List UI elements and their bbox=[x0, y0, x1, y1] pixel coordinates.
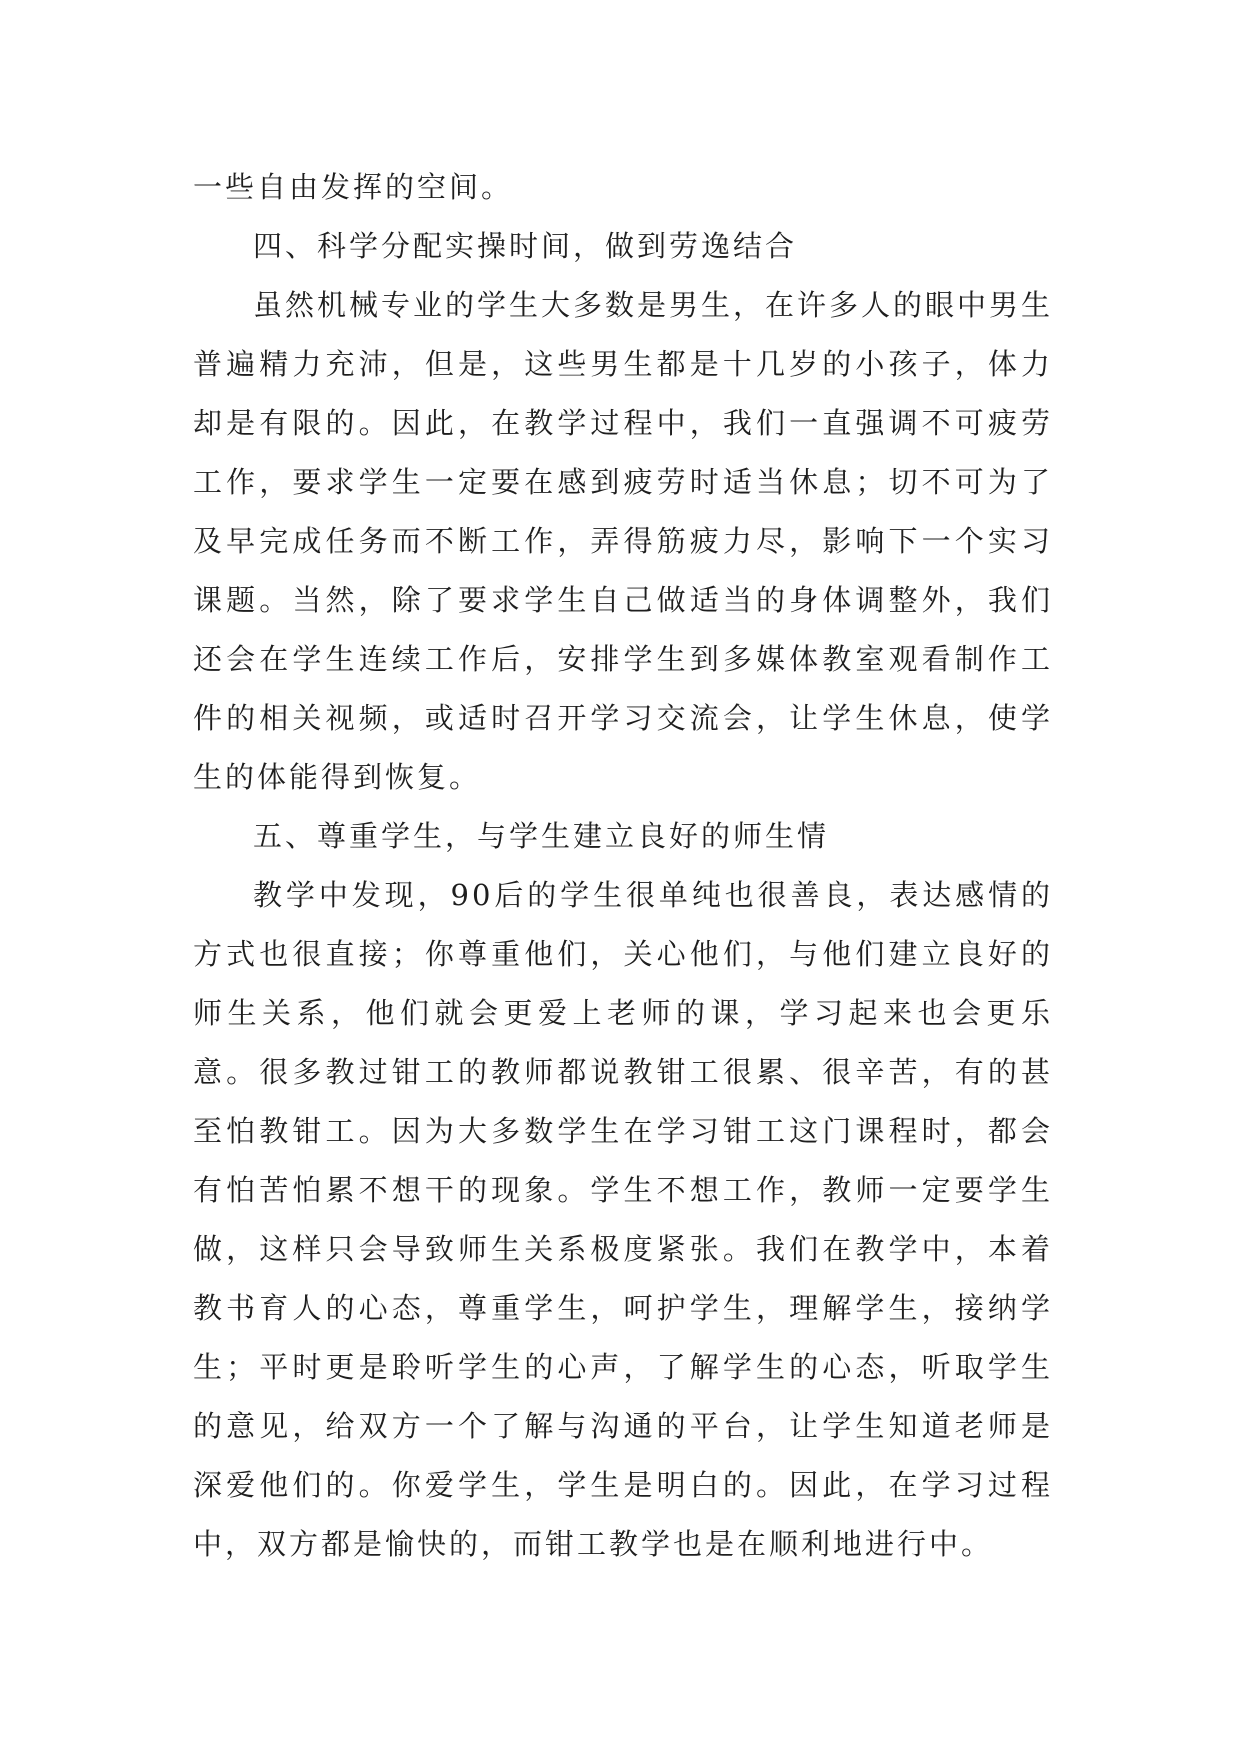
document-page bbox=[193, 158, 1053, 1574]
section-5-heading: 五、尊重学生，与学生建立良好的师生情 bbox=[253, 819, 830, 853]
section-4-heading: 四、科学分配实操时间，做到劳逸结合 bbox=[253, 229, 798, 263]
continuation-paragraph: 一些自由发挥的空间。 bbox=[193, 170, 514, 204]
section-4-body: 虽然机械专业的学生大多数是男生，在许多人的眼中男生普遍精力充沛，但是，这些男生都是十几岁的小孩子，体力却是有限的。因此，在教学过程中，我们一直强调不可疲劳工作，要求学生一定要在感到疲劳时适当休息；切不可为了及早完成任务而不断工作，弄得筋疲力尽，影响下一个实习课题。当然，除了要求学生自己做适当的身体调整外，我们还会在学生连续工作后，安排学生到多媒体教室观看制作工件的相关视频，或适时召开学习交流会，让学生休息，使学生的体能得到恢复。 bbox=[193, 288, 1054, 794]
section-5-body: 教学中发现，90后的学生很单纯也很善良，表达感情的方式也很直接；你尊重他们，关心他们，与他们建立良好的师生关系，他们就会更爱上老师的课，学习起来也会更乐意。很多教过钳工的教师都说教钳工很累、很辛苦，有的甚至怕教钳工。因为大多数学生在学习钳工这门课程时，都会有怕苦怕累不想干的现象。学生不想工作，教师一定要学生做，这样只会导致师生关系极度紧张。我们在教学中，本着教书育人的心态，尊重学生，呵护学生，理解学生，接纳学生；平时更是聆听学生的心声，了解学生的心态，听取学生的意见，给双方一个了解与沟通的平台，让学生知道老师是深爱他们的。你爱学生，学生是明白的。因此，在学习过程中，双方都是愉快的，而钳工教学也是在顺利地进行中。 bbox=[193, 878, 1053, 1561]
